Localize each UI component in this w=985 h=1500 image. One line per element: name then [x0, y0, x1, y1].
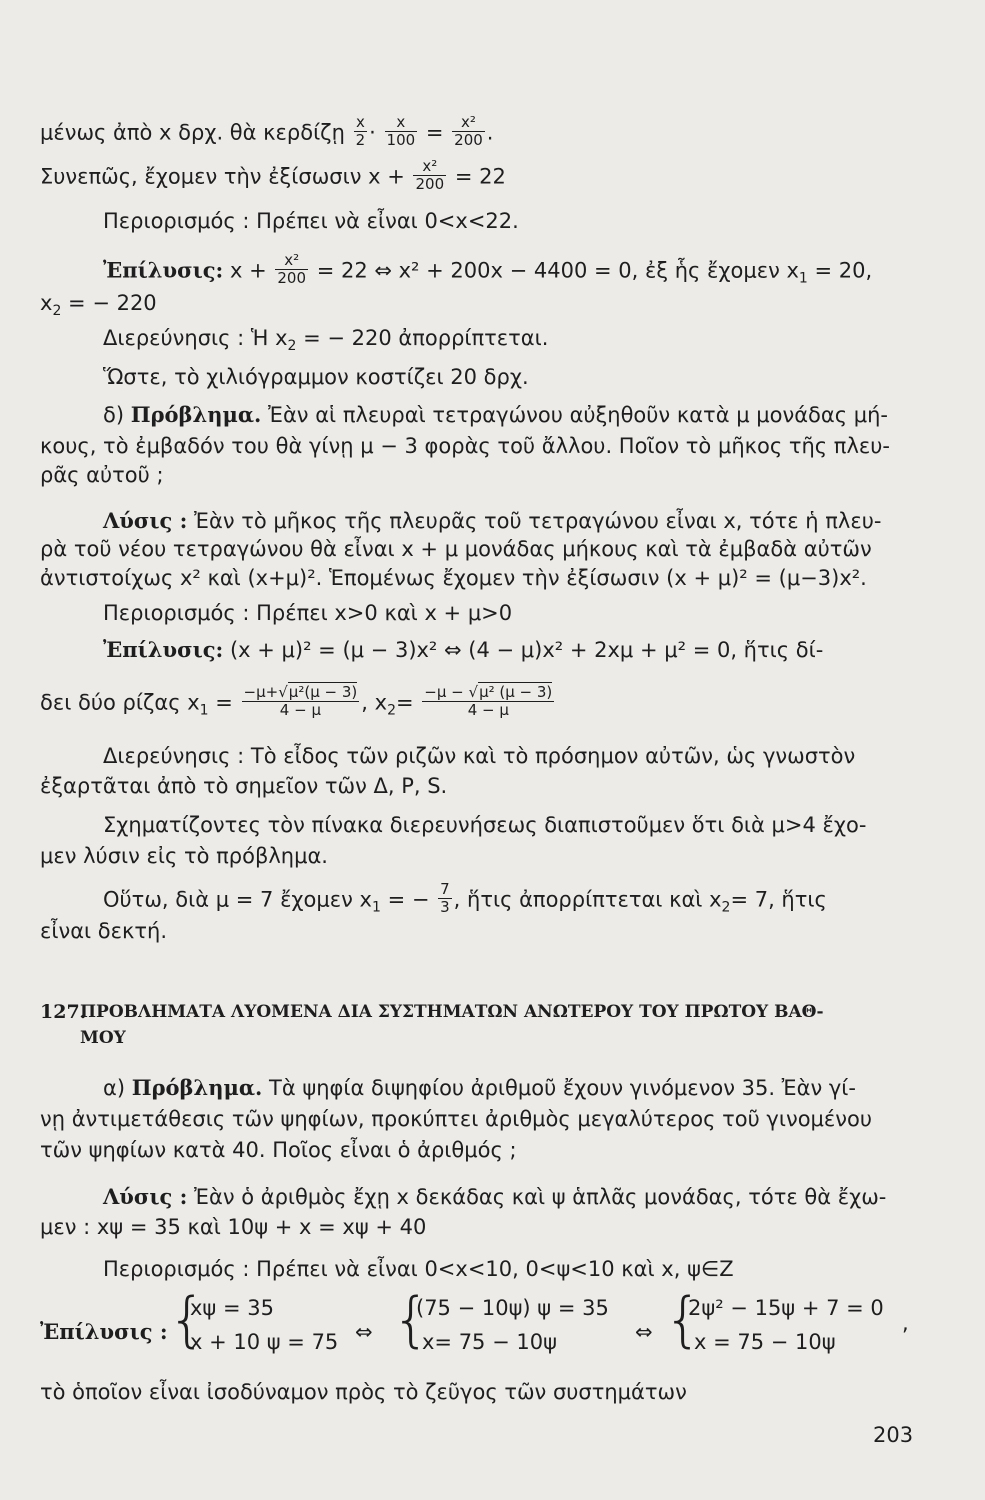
text: Ἐὰν τὸ μῆκος τῆς πλευρᾶς τοῦ τετραγώνου εἶναι x, τότε ἡ πλευ-: [194, 509, 882, 533]
text-line-15: [103, 637, 823, 663]
equivalence-arrow: ⇔: [355, 1320, 373, 1344]
text: = 22: [454, 164, 506, 189]
text: Ἐὰν αἱ πλευραὶ τετραγώνου αὐξηθοῦν κατὰ μ μονάδας μή-: [268, 403, 888, 427]
text: τὸ ὁποῖον εἶναι ἰσοδύναμον πρὸς τὸ ζεῦγος τῶν συστημάτων: [40, 1380, 687, 1404]
equals: =: [395, 690, 414, 715]
subscript: 2: [387, 702, 396, 719]
text-line-18: [40, 773, 447, 799]
subscript: 1: [371, 899, 381, 916]
text-line-26: [103, 1184, 886, 1210]
system-1-eq-1: xψ = 35: [190, 1296, 274, 1320]
text-line-24: [40, 1106, 872, 1132]
text-line-3: [103, 208, 519, 234]
system-3-eq-2: x = 75 − 10ψ: [694, 1330, 836, 1354]
text: νῃ ἀντιμετάθεσις τῶν ψηφίων, προκύπτει ἀριθμὸς μεγαλύτερος τοῦ γινομένου: [40, 1107, 872, 1131]
solution-label: Ἐπίλυσις :: [40, 1319, 168, 1344]
subscript: 1: [199, 702, 209, 719]
left-brace: {: [392, 1285, 431, 1355]
numerator: x: [385, 114, 418, 132]
text: = − 220: [68, 291, 157, 315]
denominator: 3: [440, 898, 450, 916]
root-fraction-1: [242, 684, 360, 719]
text-line-1: [40, 113, 494, 151]
text-line-17: [103, 743, 855, 769]
equals: =: [425, 120, 444, 145]
text: Συνεπῶς, ἔχομεν τὴν ἐξίσωσιν x +: [40, 164, 405, 189]
system-3-eq-1: 2ψ² − 15ψ + 7 = 0: [688, 1296, 884, 1320]
equals: =: [215, 690, 233, 715]
text: ἐξαρτᾶται ἀπὸ τὸ σημεῖον τῶν Δ, P, S.: [40, 774, 448, 798]
section-title: ΠΡΟΒΛΗΜΑΤΑ ΛΥΟΜΕΝΑ ΔΙΑ ΣΥΣΤΗΜΑΤΩΝ ΑΝΩΤΕΡΟΥ ΤΟΥ ΠΡΩΤΟΥ ΒΑΘ-: [80, 1002, 824, 1022]
text: Οὕτω, διὰ μ = 7 ἔχομεν x: [103, 887, 372, 912]
numerator: [242, 684, 360, 702]
radicand: μ² (μ − 3): [479, 683, 553, 701]
text: Τὰ ψηφία διψηφίου ἀριθμοῦ ἔχουν γινόμενον 35. Ἐὰν γί-: [269, 1076, 856, 1100]
denominator: 4 − μ: [279, 701, 321, 719]
radical: −μ − √: [424, 683, 479, 701]
text: Περιορισμός : Πρέπει νὰ εἶναι 0<x<10, 0<ψ<10 καὶ x, ψ∈Z: [103, 1257, 734, 1281]
fraction-x-over-2: [354, 114, 368, 149]
text: , ἥτις ἀπορρίπτεται καὶ x: [453, 887, 722, 912]
text: = − 220 ἀπορρίπτεται.: [303, 326, 549, 350]
subscript: 2: [287, 338, 297, 354]
text: Διερεύνησις : Τὸ εἶδος τῶν ριζῶν καὶ τὸ πρόσημον αὐτῶν, ὡς γνωστὸν: [103, 744, 856, 768]
text: δει δύο ρίζας x: [40, 690, 200, 715]
text: δ): [103, 403, 125, 427]
fraction-x-over-100: [385, 114, 418, 149]
subscript: 2: [721, 899, 731, 916]
text: ρὰ τοῦ νέου τετραγώνου θὰ εἶναι x + μ μονάδας μήκους καὶ τὰ ἐμβαδὰ αὐτῶν: [40, 537, 872, 561]
text-line-7: [103, 364, 529, 390]
text-line-22: [40, 918, 167, 944]
text-line-28: [103, 1256, 734, 1282]
text-line-2: [40, 157, 506, 195]
problem-label: Πρόβλημα.: [130, 402, 262, 427]
text-line-23: [103, 1075, 856, 1101]
text-line-19: [103, 812, 866, 838]
text: = −: [387, 887, 430, 912]
section-number: 127.: [40, 1001, 87, 1023]
text-line-5: [40, 290, 157, 324]
text-line-12: [40, 536, 872, 562]
text: ἀντιστοίχως x² καὶ (x+μ)². Ἑπομένως ἔχομεν τὴν ἐξίσωσιν (x + μ)² = (μ−3)x².: [40, 566, 867, 590]
text: α): [103, 1076, 126, 1100]
denominator: 200: [454, 131, 483, 149]
text-line-9: [40, 433, 890, 459]
solution-label: Ἐπίλυσις:: [103, 257, 224, 283]
text-line-13: [40, 565, 867, 591]
text: Σχηματίζοντες τὸν πίνακα διερευνήσεως διαπιστοῦμεν ὅτι διὰ μ>4 ἔχο-: [103, 813, 867, 837]
fraction-x2-over-200: [452, 114, 485, 149]
period: .: [486, 120, 494, 145]
text: x: [40, 291, 53, 315]
denominator: 4 − μ: [467, 701, 509, 719]
text: μεν : xψ = 35 καὶ 10ψ + x = xψ + 40: [40, 1215, 427, 1239]
text: Περιορισμός : Πρέπει x>0 καὶ x + μ>0: [103, 601, 513, 625]
text: μένως ἀπὸ x δρχ. θὰ κερδίζῃ: [40, 120, 345, 145]
fraction: [413, 158, 446, 193]
denominator: 200: [415, 175, 445, 193]
system-2-eq-1: (75 − 10ψ) ψ = 35: [416, 1296, 609, 1320]
text: = 22 ⇔ x² + 200x − 4400 = 0, ἐξ ἧς ἔχομεν x: [316, 258, 799, 283]
section-title-cont: ΜΟΥ: [80, 1028, 126, 1048]
text: x +: [229, 258, 267, 283]
text-line-25: [40, 1137, 517, 1163]
equivalence-arrow: ⇔: [635, 1320, 653, 1344]
solution-label: Λύσις :: [103, 508, 188, 533]
problem-label: Πρόβλημα.: [131, 1075, 263, 1100]
comma: ,: [902, 1311, 909, 1335]
text-line-6: [103, 325, 548, 359]
solution-label: Ἐπίλυσις:: [103, 637, 224, 662]
numerator: x²: [413, 158, 446, 176]
numerator: [422, 684, 554, 702]
text: μεν λύσιν εἰς τὸ πρόβλημα.: [40, 844, 328, 868]
denominator: 2: [355, 131, 366, 149]
page-number: 203: [873, 1423, 914, 1447]
text: εἶναι δεκτή.: [40, 919, 168, 943]
left-brace: {: [664, 1285, 703, 1355]
radical: −μ+√: [243, 683, 288, 701]
text-line-4: [103, 251, 873, 292]
system-1-eq-2: x + 10 ψ = 75: [190, 1330, 339, 1354]
root-fraction-2: [422, 684, 554, 719]
text: τῶν ψηφίων κατὰ 40. Ποῖος εἶναι ὁ ἀριθμός ;: [40, 1138, 517, 1162]
text-line-20: [40, 843, 328, 869]
text-line-27: [40, 1214, 426, 1240]
text-line-8: [103, 402, 888, 428]
text: Περιορισμός : Πρέπει νὰ εἶναι 0<x<22.: [103, 209, 519, 233]
text: ρᾶς αὐτοῦ ;: [40, 463, 164, 487]
numerator: 7: [440, 880, 450, 898]
text: x: [374, 690, 388, 715]
system-2-eq-2: x= 75 − 10ψ: [422, 1330, 557, 1354]
text: Διερεύνησις : Ἡ x: [103, 326, 288, 350]
text-line-29: [40, 1379, 687, 1405]
text: = 20,: [814, 258, 873, 283]
subscript: 2: [52, 303, 62, 319]
numerator: x²: [275, 252, 308, 270]
text-line-16: [40, 683, 556, 724]
radicand: μ²(μ − 3): [288, 683, 358, 701]
denominator: 200: [277, 269, 306, 287]
left-brace: {: [168, 1285, 207, 1355]
fraction: [275, 252, 308, 287]
fraction-7-over-3: [438, 881, 452, 916]
comma: ,: [361, 690, 368, 715]
text-line-14: [103, 600, 512, 626]
text-line-10: [40, 462, 164, 488]
solution-label: Λύσις :: [103, 1184, 188, 1209]
numerator: x: [354, 114, 368, 132]
text: = 7, ἥτις: [730, 887, 827, 912]
subscript: 1: [798, 270, 808, 287]
text: κους, τὸ ἐμβαδόν του θὰ γίνῃ μ − 3 φορὰς τοῦ ἄλλου. Ποῖον τὸ μῆκος τῆς πλευ-: [40, 434, 890, 458]
text-line-11: [103, 508, 881, 534]
text: Ἐὰν ὁ ἀριθμὸς ἔχῃ x δεκάδας καὶ ψ ἁπλᾶς μονάδας, τότε θὰ ἔχω-: [194, 1185, 887, 1209]
text: Ὥστε, τὸ χιλιόγραμμον κοστίζει 20 δρχ.: [103, 365, 529, 389]
dot: ·: [369, 120, 376, 145]
text: (x + μ)² = (μ − 3)x² ⇔ (4 − μ)x² + 2xμ + μ² = 0, ἥτις δί-: [229, 638, 824, 662]
text-line-21: [103, 880, 827, 921]
denominator: 100: [386, 131, 416, 149]
numerator: x²: [452, 114, 485, 132]
